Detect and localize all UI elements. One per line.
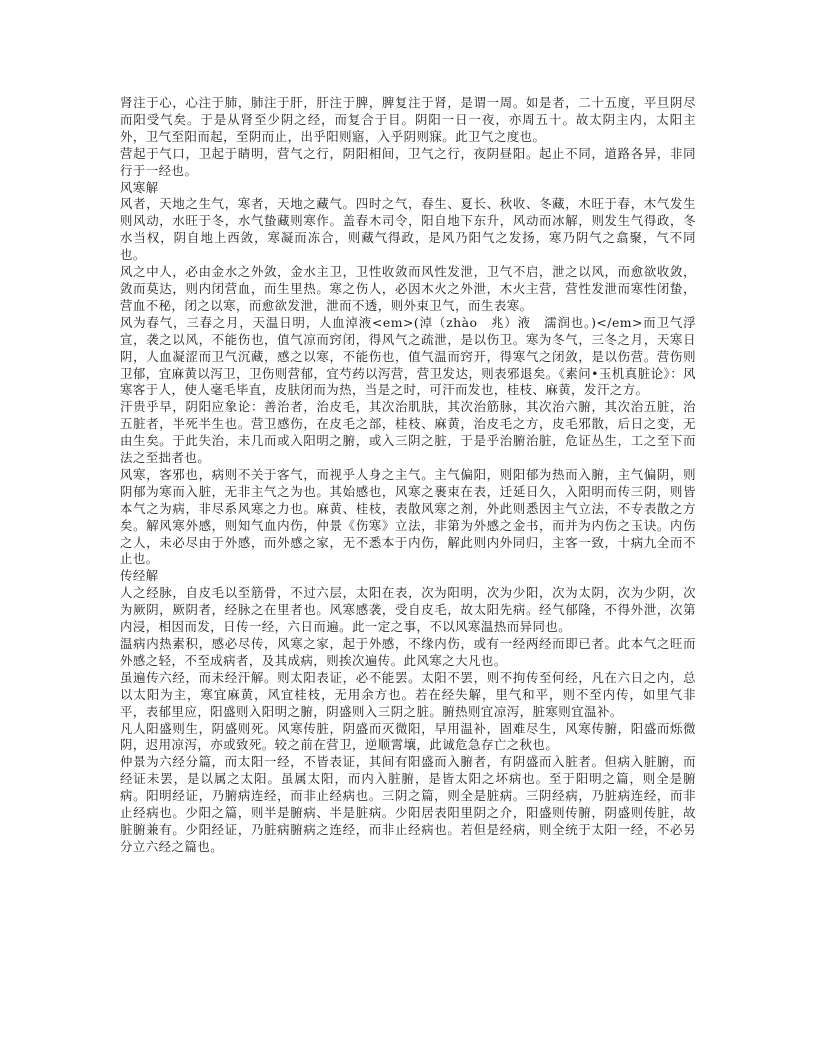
section-heading: 传经解: [120, 568, 159, 584]
paragraph: 汗贵乎早，阴阳应象论：善治者，治皮毛，其次治肌肤，其次治筋脉，其次治六腑，其次治五脏，治五脏者，半死半生也。营卫感伤，在皮毛之部，桂枝、麻黄，治皮毛之方，皮毛邪散，后日之变，无由生矣。于此失治，未几而或入阳明之腑，或入三阴之脏，于是乎治腑治脏，危证丛生，工之至下而法之至拙者也。: [120, 399, 696, 466]
paragraph: 虽遍传六经，而未经汗解。则太阳表证，必不能罢。太阳不罢，则不拘传至何经，凡在六日之内，总以太阳为主，寒宜麻黄，风宜桂枝，无用余方也。若在经失解，里气和平，则不至内传，如里气非平，表郁里应，阳盛则入阳明之腑，阴盛则入三阴之脏。腑热则宜凉泻，脏寒则宜温补。: [120, 669, 696, 719]
paragraph: 仲景为六经分篇，而太阳一经，不皆表证，其间有阳盛而入腑者，有阴盛而入脏者。但病入脏腑，而经证未罢，是以属之太阳。虽属太阳，而内入脏腑，是皆太阳之坏病也。至于阳明之篇，则全是腑病。阳明经证，乃腑病连经，而非止经病也。三阴之篇，则全是脏病。三阴经病，乃脏病连经，而非止经病也。少阳之篇，则半是腑病、半是脏病。少阳居表阳里阴之介，阳盛则传腑，阴盛则传脏，故脏腑兼有。少阳经证，乃脏病腑病之连经，而非止经病也。若但是经病，则全统于太阳一经，不必另分立六经之篇也。: [120, 754, 696, 854]
paragraph: 凡人阳盛则生，阴盛则死。风寒传脏，阴盛而灭微阳，早用温补，固难尽生，风寒传腑，阳盛而烁微阴，迟用凉泻，亦或致死。较之前在营卫，逆顺霄壤，此诚危急存亡之秋也。: [120, 720, 696, 753]
document-page: [120, 95, 696, 856]
paragraph: 风者，天地之生气，寒者，天地之藏气。四时之气，春生、夏长、秋收、冬藏，木旺于春，木气发生则风动，水旺于冬，水气蛰藏则寒作。盖春木司令，阳自地下东升，风动而冰解，则发生气得政，冬水当权，阴自地上西敛，寒凝而冻合，则藏气得政，是风乃阳气之发扬，寒乃阴气之翕聚，气不同也。: [120, 196, 696, 263]
paragraph: 风之中人，必由金水之外敛，金水主卫，卫性收敛而风性发泄，卫气不启，泄之以风，而愈欲收敛，敛而莫达，则内闭营血，而生里热。寒之伤人，必因木火之外泄，木火主营，营性发泄而寒性闭蛰，营血不秘，闭之以寒，而愈欲发泄，泄而不透，则外束卫气，而生表寒。: [120, 264, 696, 313]
section-heading: 风寒解: [120, 179, 159, 195]
paragraph: 肾注于心，心注于肺，肺注于肝，肝注于脾，脾复注于肾，是谓一周。如是者，二十五度，平旦阴尽而阳受气矣。于是从肾至少阴之经，而复合于目。阴阳一日一夜，亦周五十。故太阴主内，太阳主外，卫气至阳而起，至阴而止，出乎阳则寤，入乎阴则寐。此卫气之度也。: [120, 95, 696, 144]
paragraph: 人之经脉，自皮毛以至筋骨，不过六层，太阳在表，次为阳明，次为少阳，次为太阴，次为少阴，次为厥阴，厥阴者，经脉之在里者也。风寒感袭，受自皮毛，故太阳先病。经气郁隆，不得外泄，次第内浸，相因而发，日传一经，六日而遍。此一定之事，不以风寒温热而异同也。: [120, 585, 696, 635]
paragraph: 温病内热素积，感必尽传，风寒之家，起于外感，不缘内伤，或有一经两经而即已者。此本气之旺而外感之轻，不至成病者，及其成病，则挨次遍传。此风寒之大凡也。: [120, 636, 696, 668]
paragraph: 营起于气口，卫起于睛明，营气之行，阴阳相间，卫气之行，夜阴昼阳。起止不同，道路各异，非同行于一经也。: [120, 145, 696, 178]
paragraph: 风为春气，三春之月，天温日明，人血淖液<em>(淖（zhào 兆）液 濡润也。)</em>而卫气浮宣，袭之以风，不能伤也，值气凉而窍闭，得风气之疏泄，是以伤卫。寒为冬气，三冬之月，天寒日阴，人血凝涩而卫气沉藏，感之以寒，不能伤也，值气温而窍开，得寒气之闭敛，是以伤营。营伤则卫郁，宜麻黄以泻卫，卫伤则营郁，宜芍药以泻营，营卫发达，则表邪退矣。《素问•玉机真脏论》：风寒客于人，使人毫毛毕直，皮肤闭而为热，当是之时，可汗而发也，桂枝、麻黄，发汗之方。: [120, 314, 696, 398]
paragraph: 风寒，客邪也，病则不关于客气，而视乎人身之主气。主气偏阳，则阳郁为热而入腑，主气偏阴，则阴郁为寒而入脏，无非主气之为也。其始感也，风寒之裹束在表，迁延日久，入阳明而传三阴，则皆本气之为病，非尽系风寒之力也。麻黄、桂枝，表散风寒之剂，外此则悉因主气立法，不专表散之方矣。解风寒外感，则知气血内伤，仲景《伤寒》立法，非第为外感之金书，而并为内伤之玉诀。内伤之人，未必尽由于外感，而外感之家，无不悉本于内伤，解此则内外同归，主客一致，十病九全而不止也。: [120, 466, 696, 567]
